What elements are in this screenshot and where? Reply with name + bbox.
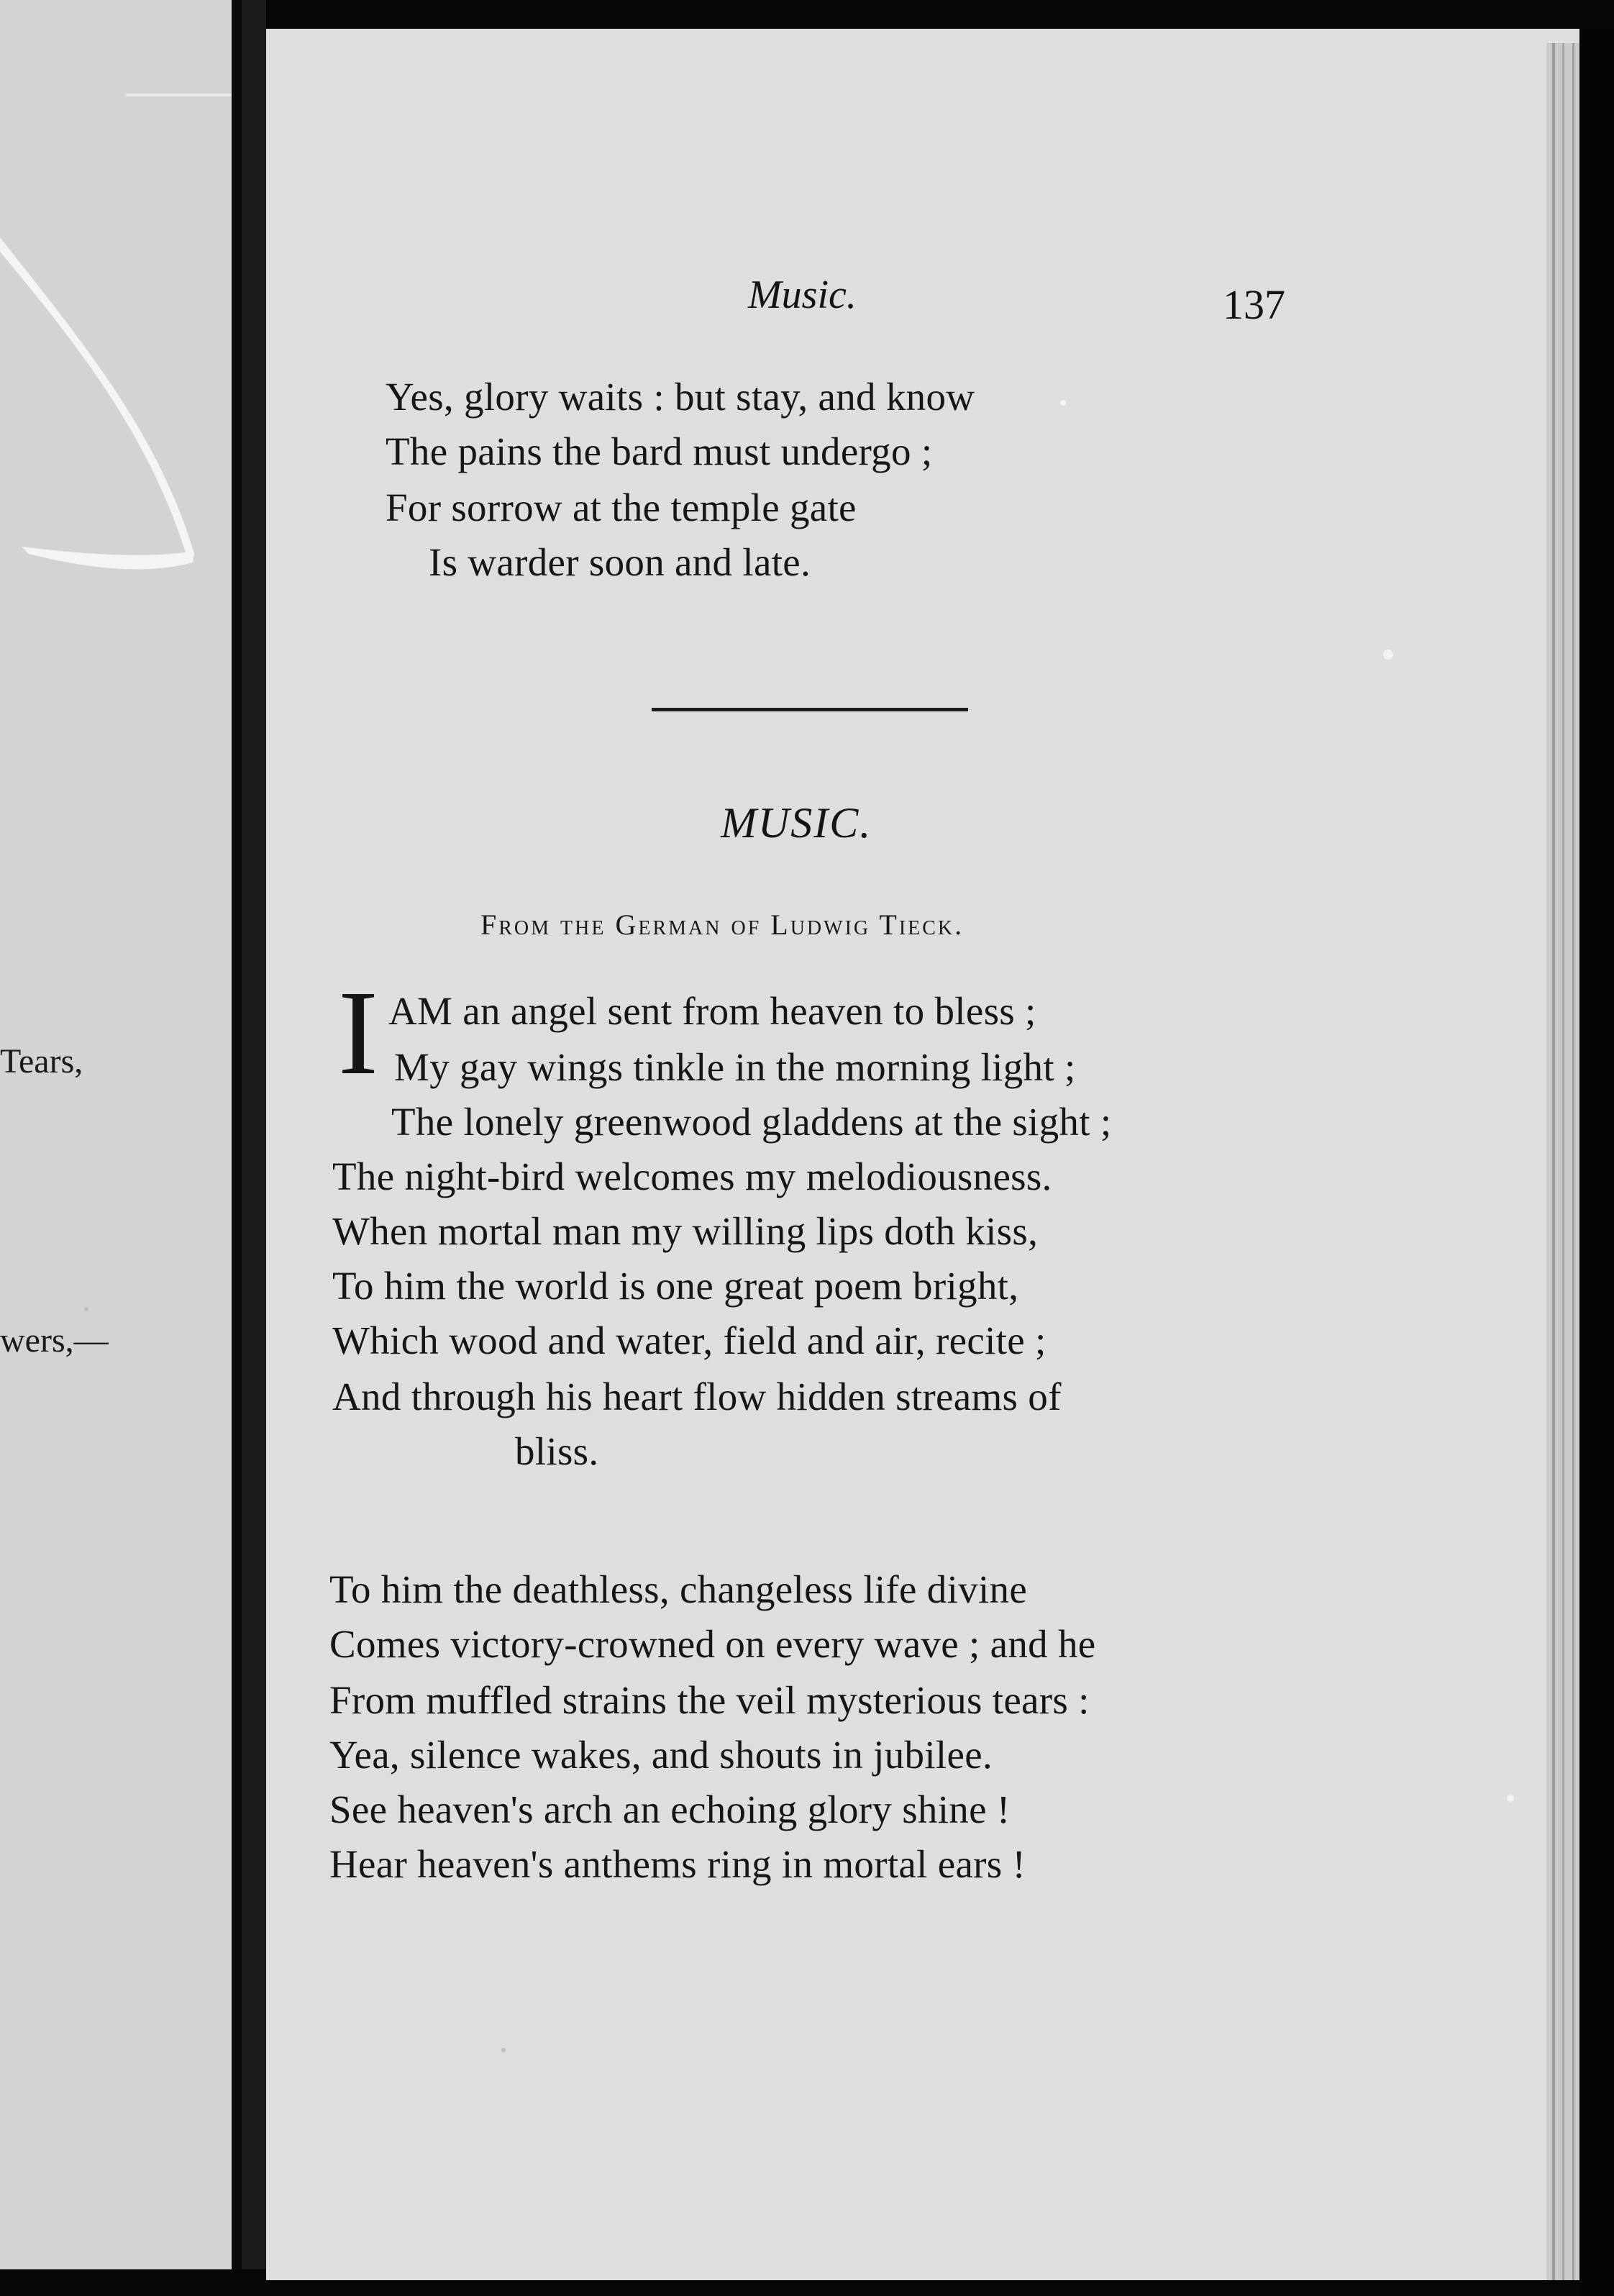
verse-line: Is warder soon and late. xyxy=(429,540,811,584)
verse-line: The lonely greenwood gladdens at the sight ; xyxy=(391,1100,1112,1144)
verse-line: The pains the bard must undergo ; xyxy=(386,429,933,473)
verse-line: When mortal man my willing lips doth kiss, xyxy=(332,1209,1039,1253)
page-number: 137 xyxy=(1223,281,1285,328)
verse-line: Hear heaven's anthems ring in mortal ears ! xyxy=(329,1842,1026,1886)
verse-line: To him the world is one great poem bright, xyxy=(332,1264,1019,1308)
verse-line: My gay wings tinkle in the morning light ; xyxy=(394,1045,1076,1089)
verse-line: Comes victory-crowned on every wave ; and he xyxy=(329,1622,1096,1666)
verse-line: AM an angel sent from heaven to bless ; xyxy=(388,989,1036,1033)
verse-line: Which wood and water, field and air, recite ; xyxy=(332,1318,1047,1362)
verse-line: And through his heart flow hidden streams of xyxy=(332,1375,1062,1418)
left-page-fragment: wers,— xyxy=(0,1321,109,1359)
verse-line: For sorrow at the temple gate xyxy=(386,486,857,529)
poem-title: MUSIC. xyxy=(721,799,872,847)
verse-line: To him the deathless, changeless life divine xyxy=(329,1567,1028,1611)
poem-subtitle: From the German of Ludwig Tieck. xyxy=(480,908,965,941)
verse-line: bliss. xyxy=(515,1429,599,1473)
verse-line: See heaven's arch an echoing glory shine ! xyxy=(329,1787,1011,1831)
verse-line: Yea, silence wakes, and shouts in jubilee. xyxy=(329,1733,993,1777)
verse-line: Yes, glory waits : but stay, and know xyxy=(386,375,975,419)
running-head: Music. xyxy=(748,273,857,317)
verse-line: From muffled strains the veil mysterious tears : xyxy=(329,1678,1090,1722)
verse-line: The night-bird welcomes my melodiousness. xyxy=(332,1154,1052,1198)
left-page-fragment: Tears, xyxy=(0,1042,83,1080)
drop-cap: I xyxy=(338,966,378,1100)
section-divider xyxy=(652,708,968,711)
